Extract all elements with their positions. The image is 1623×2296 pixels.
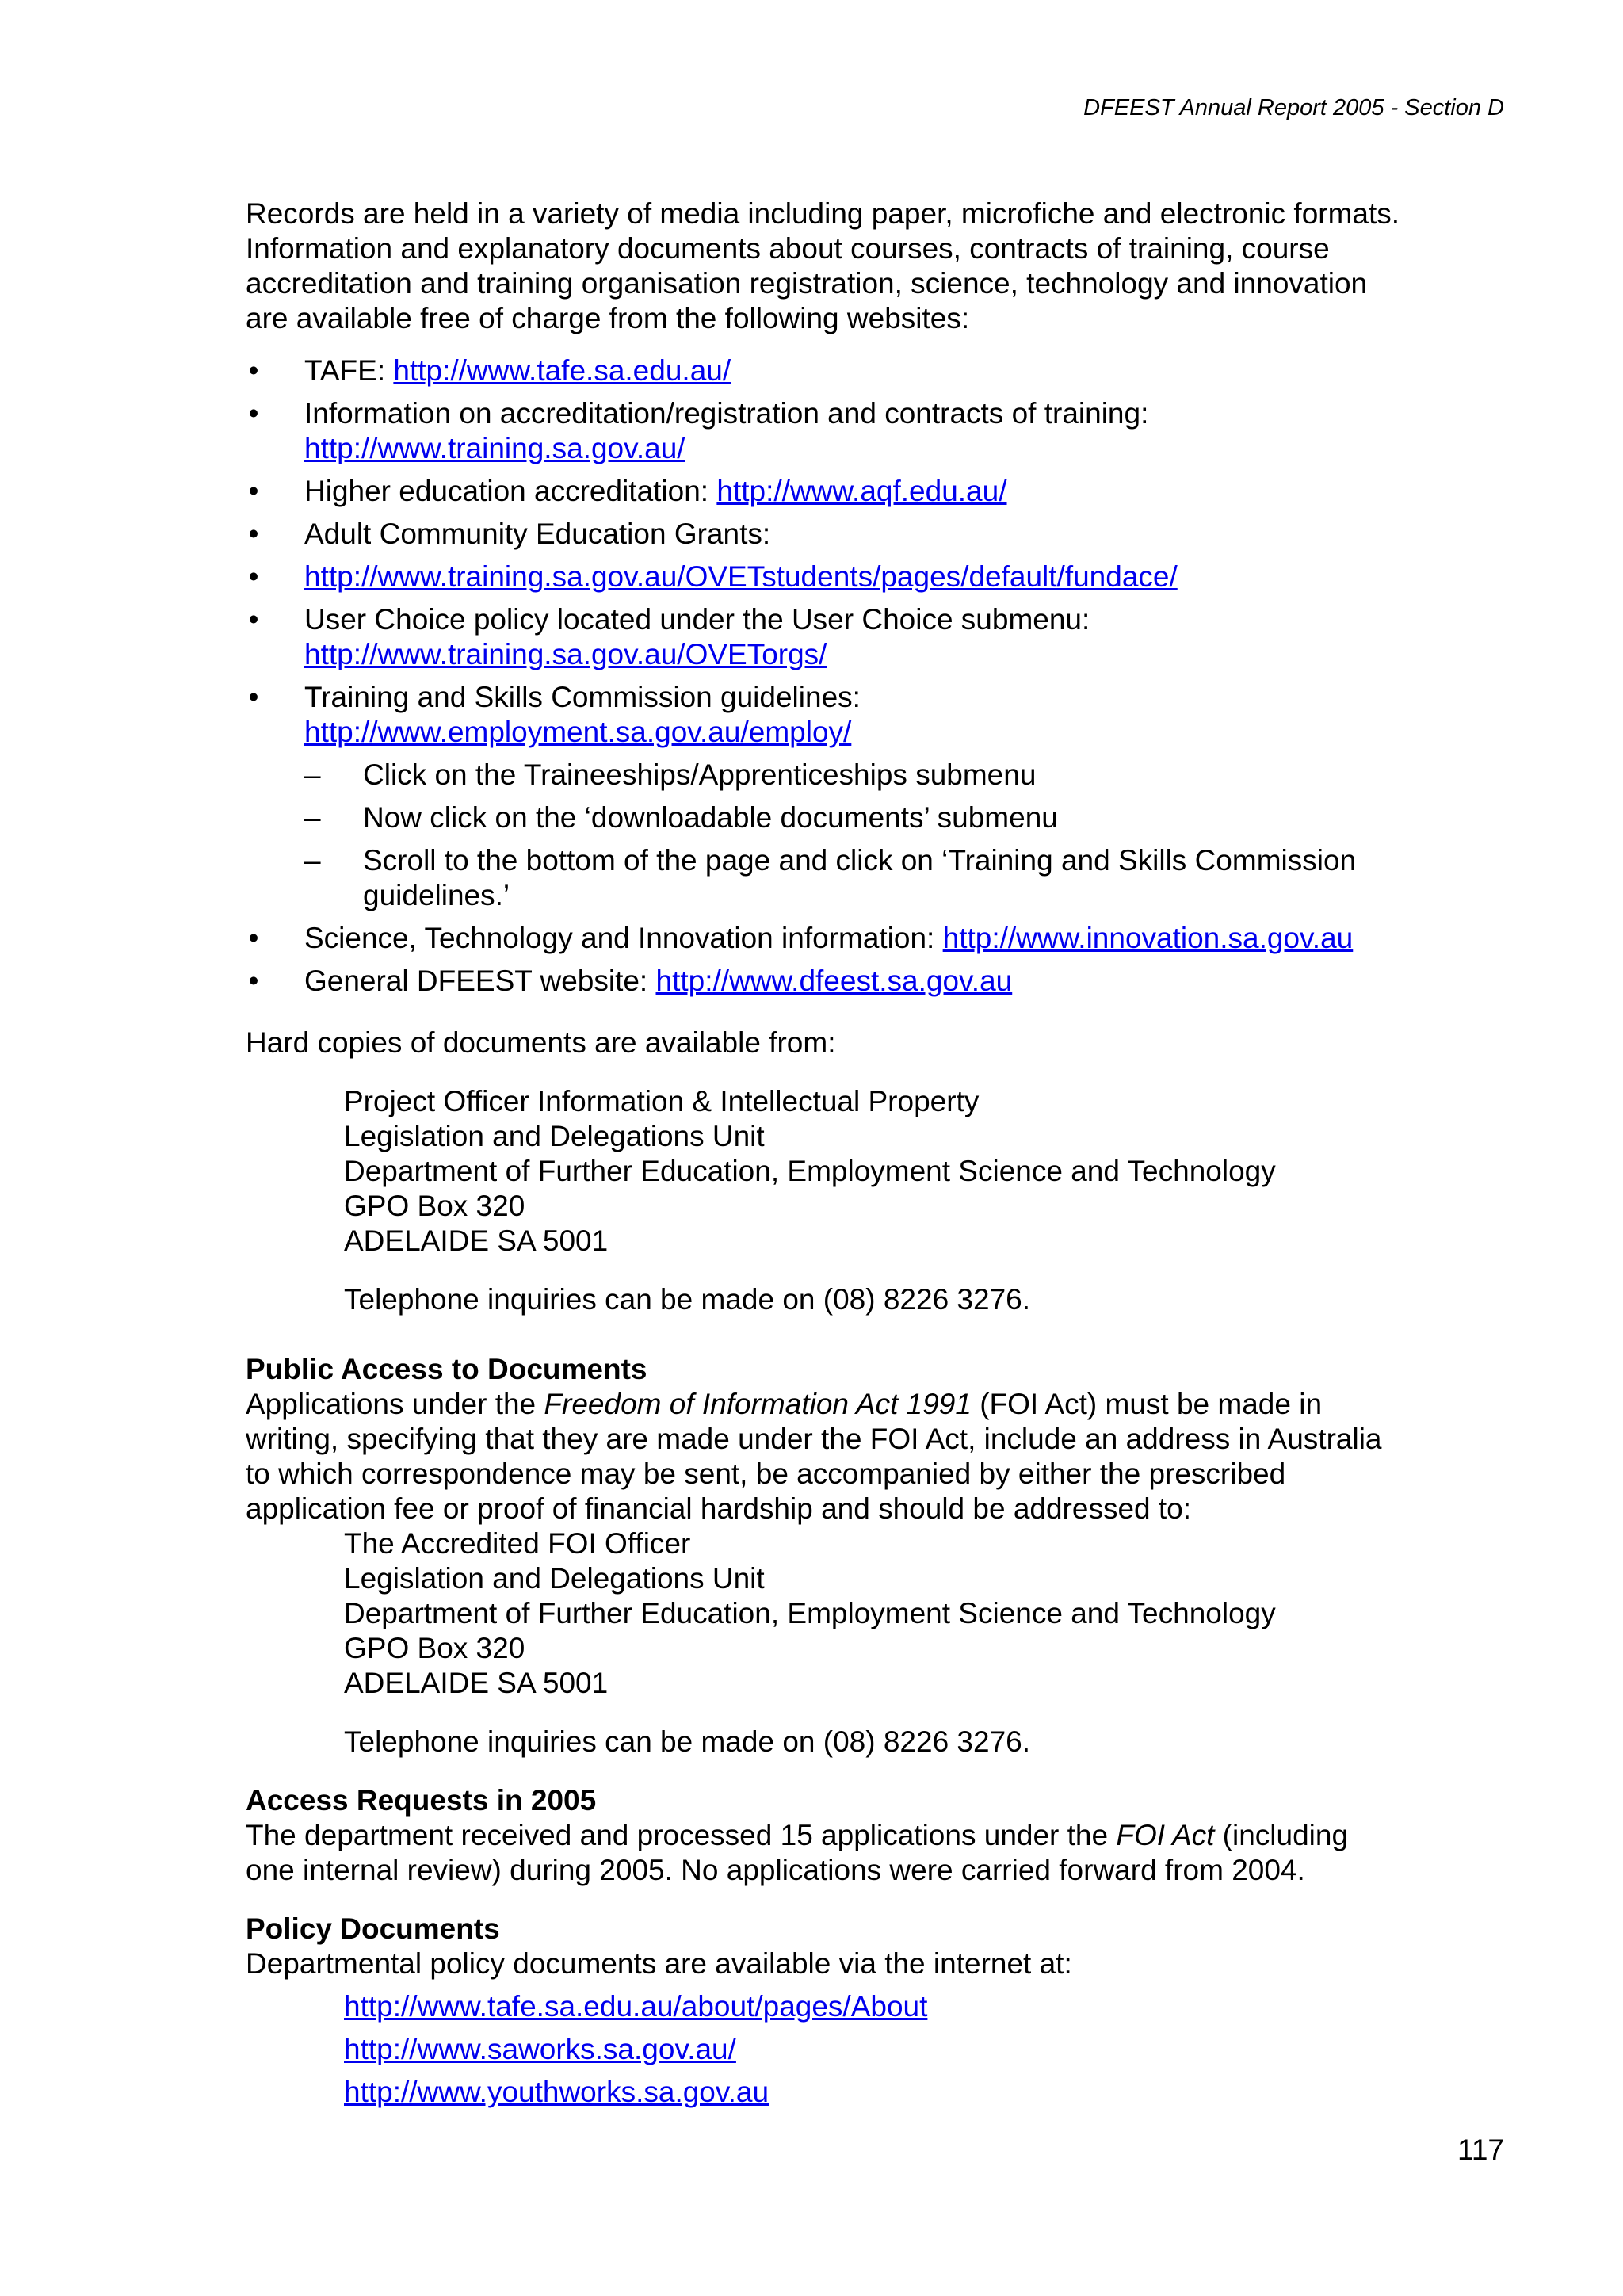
sub-step-text: Click on the Traineeships/Apprenticeships submenu — [363, 758, 1037, 791]
sub-step-text: Now click on the ‘downloadable documents’ submenu — [363, 801, 1058, 834]
paragraph-text: Applications under the — [246, 1388, 544, 1420]
bullet-icon: • — [248, 560, 259, 593]
section-heading-public-access: Public Access to Documents — [246, 1353, 647, 1385]
tafe-link[interactable]: http://www.tafe.sa.edu.au/ — [393, 354, 731, 387]
address-line: The Accredited FOI Officer — [344, 1527, 691, 1560]
sub-step-item — [304, 843, 1403, 913]
youthworks-link[interactable]: http://www.youthworks.sa.gov.au — [344, 2076, 769, 2108]
intro-paragraph: Records are held in a variety of media including paper, microfiche and electronic formats. Information and explanatory documents about courses, contracts of training, course accreditation and training organisation registration, science, technology and innovation are available free of charge from the following websites: — [246, 197, 1400, 334]
bullet-icon: • — [248, 603, 259, 636]
address-line: Legislation and Delegations Unit — [344, 1120, 765, 1152]
list-item — [246, 517, 1403, 552]
telephone-line: Telephone inquiries can be made on (08) 8226 3276. — [344, 1283, 1031, 1316]
list-item-text: General DFEEST website: — [304, 965, 656, 997]
access-requests-paragraph — [246, 1818, 1403, 1888]
hard-copies-label: Hard copies of documents are available from: — [246, 1026, 836, 1059]
address-line: GPO Box 320 — [344, 1190, 525, 1222]
telephone-line: Telephone inquiries can be made on (08) 8226 3276. — [344, 1725, 1031, 1758]
running-header: DFEEST Annual Report 2005 - Section D — [1083, 95, 1504, 120]
address-line: ADELAIDE SA 5001 — [344, 1224, 609, 1257]
list-item — [246, 396, 1403, 466]
bullet-icon: • — [248, 354, 259, 387]
list-item-text: Higher education accreditation: — [304, 475, 717, 507]
bullet-icon: • — [248, 475, 259, 507]
employment-link[interactable]: http://www.employment.sa.gov.au/employ/ — [304, 716, 852, 748]
page-content — [246, 197, 1403, 2118]
ovetorgs-link[interactable]: http://www.training.sa.gov.au/OVETorgs/ — [304, 638, 827, 670]
list-item-text: TAFE: — [304, 354, 394, 387]
list-item-text: Adult Community Education Grants: — [304, 518, 771, 550]
innovation-link[interactable]: http://www.innovation.sa.gov.au — [942, 922, 1354, 954]
address-line: GPO Box 320 — [344, 1632, 525, 1664]
list-item-text: Information on accreditation/registration and contracts of training: — [304, 397, 1149, 430]
address-line: Project Officer Information & Intellectual Property — [344, 1085, 980, 1117]
dfeest-link[interactable]: http://www.dfeest.sa.gov.au — [655, 965, 1013, 997]
list-item — [246, 474, 1403, 509]
sub-step-item — [304, 800, 1403, 835]
tafe-about-link[interactable]: http://www.tafe.sa.edu.au/about/pages/About — [344, 1990, 928, 2023]
bullet-icon: • — [248, 397, 259, 430]
list-item-text: User Choice policy located under the User Choice submenu: — [304, 603, 1090, 636]
list-item-text: Training and Skills Commission guidelines: — [304, 681, 861, 713]
dash-icon: – — [304, 758, 321, 791]
list-item-text: Science, Technology and Innovation information: — [304, 922, 943, 954]
list-item — [246, 353, 1403, 388]
fundace-link[interactable]: http://www.training.sa.gov.au/OVETstudents/pages/default/fundace/ — [304, 560, 1178, 593]
public-access-paragraph — [246, 1387, 1403, 1526]
saworks-link[interactable]: http://www.saworks.sa.gov.au/ — [344, 2033, 736, 2065]
paragraph-text: (FOI Act) must be made in writing, specifying that they are made under the FOI Act, include an address in Australia to which correspondence may be sent, be accompanied by either the prescribed application fee or proof of financial hardship and should be addressed to: — [246, 1388, 1382, 1525]
policy-documents-paragraph: Departmental policy documents are available via the internet at: — [246, 1947, 1072, 1980]
address-line: Department of Further Education, Employment Science and Technology — [344, 1155, 1276, 1187]
list-item — [246, 560, 1403, 594]
paragraph-text: The department received and processed 15 applications under the — [246, 1819, 1117, 1851]
policy-links-list — [246, 1989, 1403, 2110]
list-item — [246, 921, 1403, 956]
address-line: Department of Further Education, Employment Science and Technology — [344, 1597, 1276, 1629]
dash-icon: – — [304, 844, 321, 877]
list-item — [246, 602, 1403, 672]
aqf-link[interactable]: http://www.aqf.edu.au/ — [716, 475, 1007, 507]
bullet-icon: • — [248, 922, 259, 954]
paragraph-text: (including one internal review) during 2005. No applications were carried forward from 2004. — [246, 1819, 1349, 1886]
section-heading-access-requests: Access Requests in 2005 — [246, 1784, 597, 1817]
bullet-icon: • — [248, 965, 259, 997]
website-list — [246, 353, 1403, 999]
address-line: Legislation and Delegations Unit — [344, 1562, 765, 1595]
sub-step-text: Scroll to the bottom of the page and click on ‘Training and Skills Commission guidelines.’ — [363, 844, 1357, 911]
sub-step-item — [304, 758, 1403, 793]
page-number: 117 — [1457, 2134, 1504, 2166]
act-name: FOI Act — [1116, 1819, 1215, 1851]
act-name: Freedom of Information Act 1991 — [544, 1388, 972, 1420]
hard-copies-address — [246, 1084, 1403, 1317]
address-line: ADELAIDE SA 5001 — [344, 1667, 609, 1699]
sub-step-list — [304, 758, 1403, 913]
dash-icon: – — [304, 801, 321, 834]
foi-officer-address — [246, 1526, 1403, 1759]
list-item — [246, 964, 1403, 999]
training-link[interactable]: http://www.training.sa.gov.au/ — [304, 432, 685, 464]
bullet-icon: • — [248, 518, 259, 550]
section-heading-policy-documents: Policy Documents — [246, 1912, 500, 1945]
list-item — [246, 680, 1403, 913]
bullet-icon: • — [248, 681, 259, 713]
